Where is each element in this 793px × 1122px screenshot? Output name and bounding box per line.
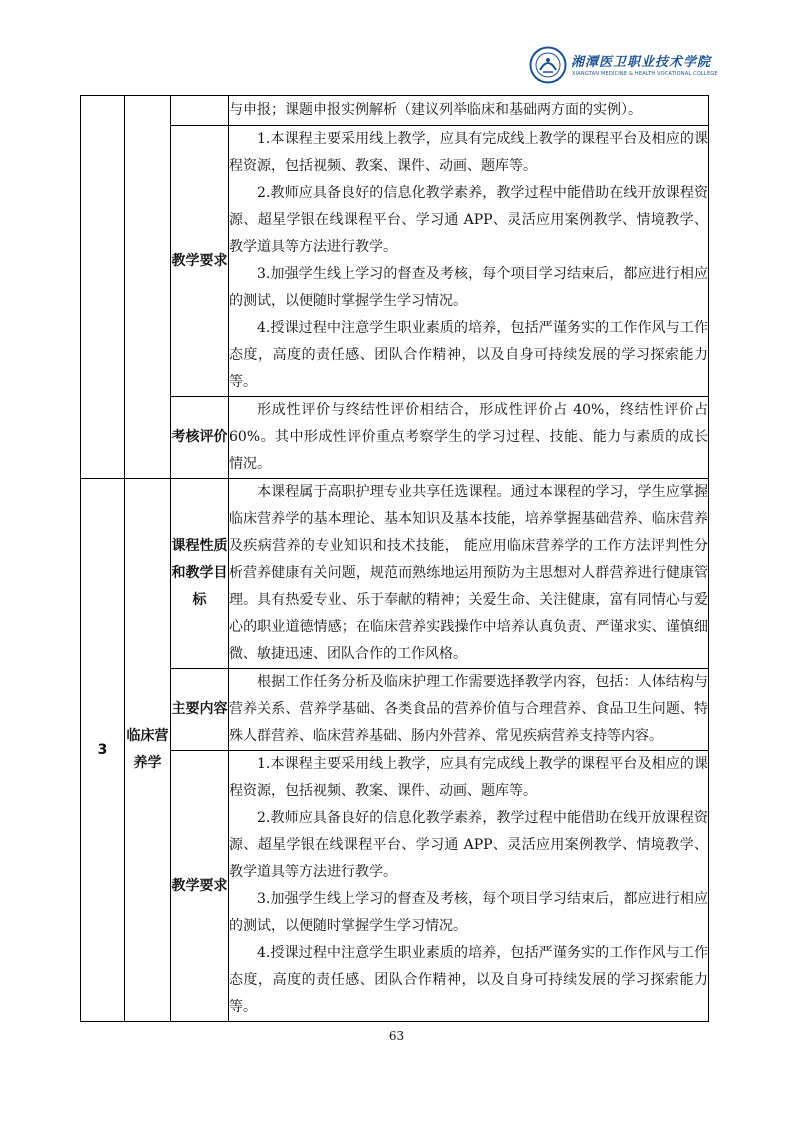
table-row [81, 479, 709, 669]
table-row [81, 751, 709, 1022]
course-nature-content [229, 479, 709, 669]
row-label-cell [171, 96, 229, 126]
table-row [81, 397, 709, 479]
college-seal-icon [529, 46, 567, 84]
college-name-cn: 湘潭医卫职业技术学院 [571, 55, 712, 70]
requirement-paragraph: 1.本课程主要采用线上教学，应具有完成线上教学的课程平台及相应的课程资源，包括视频、教案、课件、动画、题库等。 [229, 131, 708, 174]
teaching-requirements-label: 教学要求 [171, 751, 229, 1022]
main-content-text: 根据工作任务分析及临床护理工作需要选择教学内容，包括：人体结构与营养关系、营养学基础、各类食品的营养价值与合理营养、食品卫生问题、特殊人群营养、临床营养基础、肠内外营养、常见疾病营养支持等内容。 [229, 674, 708, 744]
main-content-content [229, 669, 709, 751]
requirement-paragraph: 2.教师应具备良好的信息化教学素养，教学过程中能借助在线开放课程资源、超星学银在线课程平台、学习通 APP、灵活应用案例教学、情境教学、教学道具等方法进行教学。 [229, 185, 708, 255]
course-name-cell [125, 96, 171, 479]
requirement-paragraph: 2.教师应具备良好的信息化教学素养，教学过程中能借助在线开放课程资源、超星学银在线课程平台、学习通 APP、灵活应用案例教学、情境教学、教学道具等方法进行教学。 [229, 810, 708, 880]
course-nature-label: 课程性质和教学目标 [171, 479, 229, 669]
college-logo [529, 46, 717, 86]
assessment-content [229, 397, 709, 479]
college-name-en: XIANGTAN MEDICINE & HEALTH VOCATIONAL COLLEGE [572, 71, 718, 77]
assessment-text: 形成性评价与终结性评价相结合，形成性评价占 40%，终结性评价占 60%。其中形成性评价重点考察学生的学习过程、技能、能力与素质的成长情况。 [229, 402, 708, 472]
course-name: 临床营养学 [125, 479, 171, 1022]
table-row [81, 96, 709, 126]
course-number-cell [81, 96, 125, 479]
requirement-paragraph: 3.加强学生线上学习的督查及考核，每个项目学习结束后，都应进行相应的测试，以便随时掌握学生学习情况。 [229, 891, 708, 934]
course-nature-text: 本课程属于高职护理专业共享任选课程。通过本课程的学习，学生应掌握临床营养学的基本理论、基本知识及基本技能，培养掌握基础营养、临床营养及疾病营养的专业知识和技术技能， 能应用临床营养学的工作方法评判性分析营养健康有关问题，规范而熟练地运用预防为主思想对人群营养进行健康管理。具有热爱专业、乐于奉献的精神；关爱生命、关注健康，富有同情心与爱心的职业道德情感；在临床营养实践操作中培养认真负责、严谨求实、谨慎细微、敏捷迅速、团队合作的工作风格。 [229, 484, 708, 662]
table-row [81, 669, 709, 751]
continued-text: 与申报；课题申报实例解析（建议列举临床和基础两方面的实例）。 [229, 102, 642, 118]
course-number: 3 [81, 479, 125, 1022]
page-number: 63 [388, 1029, 405, 1043]
teaching-requirements-content [229, 126, 709, 397]
assessment-label: 考核评价 [171, 397, 229, 479]
main-content-label: 主要内容 [171, 669, 229, 751]
requirement-paragraph: 4.授课过程中注意学生职业素质的培养，包括严谨务实的工作作风与工作态度，高度的责任感、团队合作精神，以及自身可持续发展的学习探索能力等。 [229, 945, 708, 1015]
table-row [81, 126, 709, 397]
course-table [80, 95, 709, 1022]
content-cell [229, 96, 709, 126]
requirement-paragraph: 3.加强学生线上学习的督查及考核，每个项目学习结束后，都应进行相应的测试，以便随时掌握学生学习情况。 [229, 266, 708, 309]
requirement-paragraph: 4.授课过程中注意学生职业素质的培养，包括严谨务实的工作作风与工作态度，高度的责任感、团队合作精神，以及自身可持续发展的学习探索能力等。 [229, 320, 708, 390]
teaching-requirements-label: 教学要求 [171, 126, 229, 397]
requirement-paragraph: 1.本课程主要采用线上教学，应具有完成线上教学的课程平台及相应的课程资源，包括视频、教案、课件、动画、题库等。 [229, 756, 708, 799]
teaching-requirements-content [229, 751, 709, 1022]
